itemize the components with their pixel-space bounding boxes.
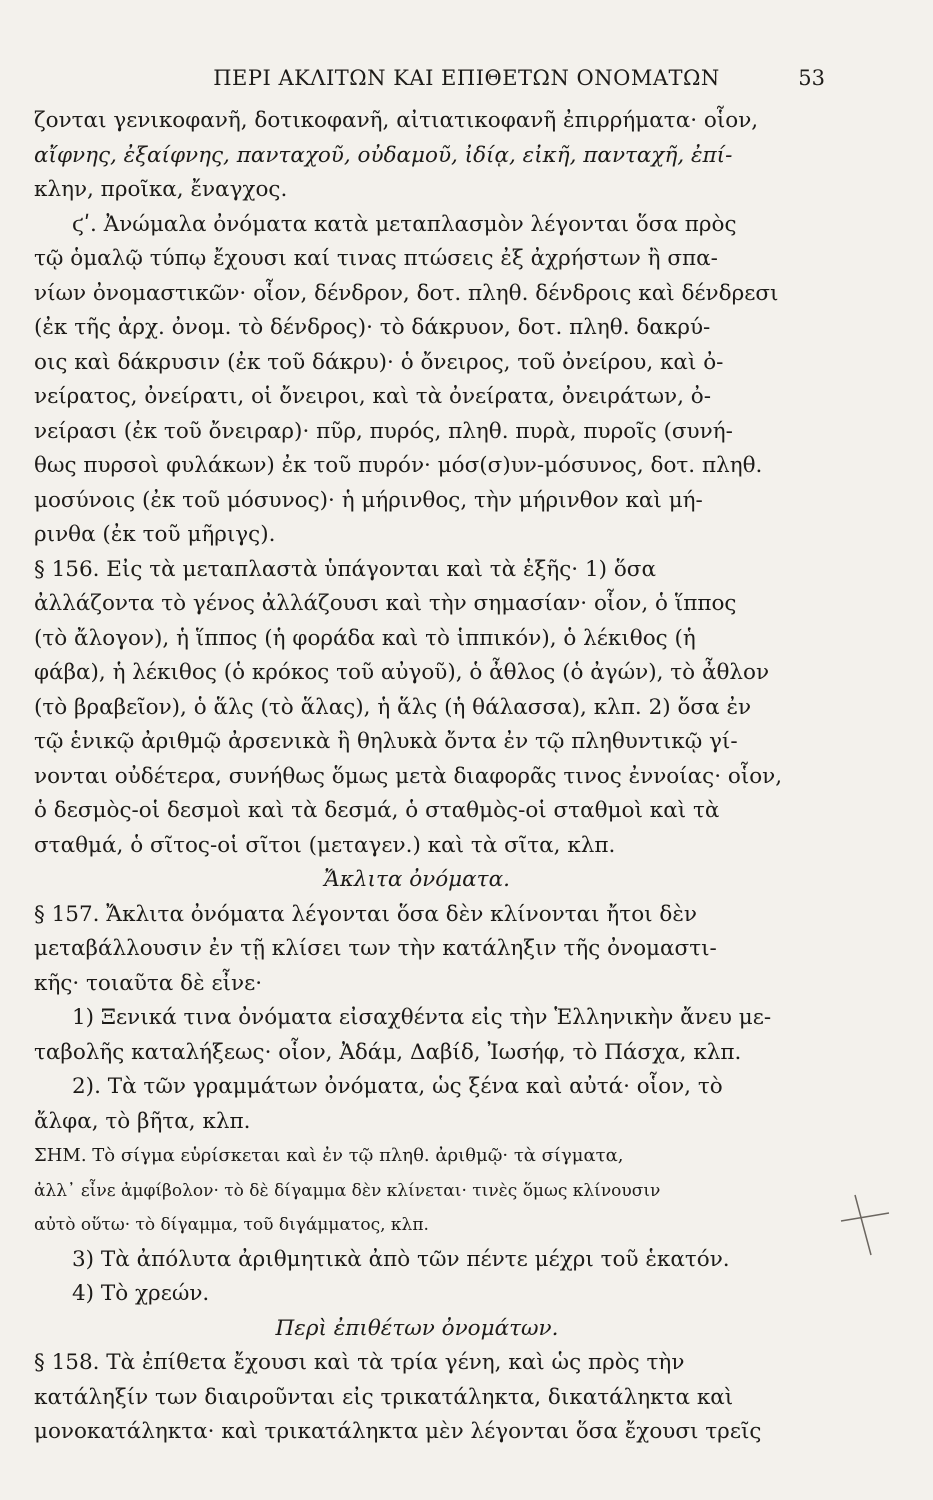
page-number: 53: [798, 66, 825, 90]
text-line: 2). Τὰ τῶν γραμμάτων ὀνόματα, ὡς ξένα καὶ αὐτά· οἷον, τὸ: [72, 1074, 723, 1099]
body-text: [34, 104, 800, 1450]
text-line: φάβα), ἡ λέκιθος (ὁ κρόκος τοῦ αὐγοῦ), ὁ ἆθλος (ὁ ἀγών), τὸ ἆθλον: [34, 660, 770, 685]
text-line: οις καὶ δάκρυσιν (ἐκ τοῦ δάκρυ)· ὁ ὄνειρος, τοῦ ὀνείρου, καὶ ὀ-: [34, 349, 724, 375]
text-line: μεταβάλλουσιν ἐν τῇ κλίσει των τὴν κατάληξιν τῆς ὀνομαστι-: [34, 936, 717, 961]
text-line: σταθμά, ὁ σῖτος-οἱ σῖτοι (μεταγεν.) καὶ τὰ σῖτα, κλπ.: [34, 832, 616, 858]
text-line: κλην, προῖκα, ἔναγχος.: [34, 177, 288, 202]
heading-akilta: Ἄκλιτα ὀνόματα.: [324, 867, 510, 892]
text-line: ζονται γενικοφανῆ, δοτικοφανῆ, αἰτιατικοφανῆ ἐπιρρήματα· οἷον,: [34, 108, 759, 133]
text-line: θως πυρσοὶ φυλάκων) ἐκ τοῦ πυρόν· μόσ(σ)υν-μόσυνος, δοτ. πληθ.: [34, 453, 763, 478]
text-line: ἄλφα, τὸ βῆτα, κλπ.: [34, 1108, 251, 1134]
text-line: μονοκατάληκτα· καὶ τρικατάληκτα μὲν λέγονται ὅσα ἔχουσι τρεῖς: [34, 1419, 762, 1444]
text-line: μοσύνοις (ἐκ τοῦ μόσυνος)· ἡ μήρινθος, τὴν μήρινθον καὶ μή-: [34, 487, 703, 513]
text-line: 1) Ξενικά τινα ὀνόματα εἰσαχθέντα εἰς τὴν Ἑλληνικὴν ἄνευ με-: [72, 1005, 772, 1030]
text-line: ταβολῆς καταλήξεως· οἷον, Ἀδάμ, Δαβίδ, Ἰωσήφ, τὸ Πάσχα, κλπ.: [34, 1039, 742, 1065]
text-line: 4) Τὸ χρεών.: [72, 1281, 210, 1306]
text-line: (τὸ βραβεῖον), ὁ ἅλς (τὸ ἅλας), ἡ ἅλς (ἡ θάλασσα), κλπ. 2) ὅσα ἐν: [34, 694, 752, 720]
note-line: ἀλλ᾽ εἶνε ἀμφίβολον· τὸ δὲ δίγαμμα δὲν κλίνεται· τινὲς ὅμως κλίνουσιν: [34, 1180, 661, 1201]
page-header: [0, 66, 933, 96]
text-line: ὁ δεσμὸς-οἱ δεσμοὶ καὶ τὰ δεσμά, ὁ σταθμὸς-οἱ σταθμοὶ καὶ τὰ: [34, 798, 720, 823]
running-title: ΠΕΡΙ ΑΚΛΙΤΩΝ ΚΑΙ ΕΠΙΘΕΤΩΝ ΟΝΟΜΑΤΩΝ: [213, 66, 720, 90]
text-line: ϛʹ. Ἀνώμαλα ὀνόματα κατὰ μεταπλασμὸν λέγονται ὅσα πρὸς: [72, 211, 737, 237]
note-line: ΣΗΜ. Τὸ σίγμα εὑρίσκεται καὶ ἐν τῷ πληθ. ἀριθμῷ· τὰ σίγματα,: [34, 1145, 624, 1166]
text-line: αἴφνης, ἐξαίφνης, πανταχοῦ, οὐδαμοῦ, ἰδίᾳ, εἰκῆ, πανταχῆ, ἐπί-: [34, 142, 733, 168]
text-line: 3) Τὰ ἀπόλυτα ἀριθμητικὰ ἀπὸ τῶν πέντε μέχρι τοῦ ἑκατόν.: [72, 1246, 730, 1272]
heading-epitheta: Περὶ ἐπιθέτων ὀνομάτων.: [275, 1315, 559, 1341]
text-line: (τὸ ἄλογον), ἡ ἵππος (ἡ φοράδα καὶ τὸ ἱππικόν), ὁ λέκιθος (ἡ: [34, 625, 696, 651]
text-line: νείρασι (ἐκ τοῦ ὄνειραρ)· πῦρ, πυρός, πληθ. πυρὰ, πυροῖς (συνή-: [34, 418, 733, 444]
section-157-line: § 157. Ἄκλιτα ὀνόματα λέγονται ὅσα δὲν κλίνονται ἤτοι δὲν: [34, 901, 697, 927]
note-line: αὐτὸ οὕτω· τὸ δίγαμμα, τοῦ διγάμματος, κλπ.: [34, 1215, 429, 1235]
text-line: ρινθα (ἐκ τοῦ μῆριγς).: [34, 522, 276, 547]
text-line: νίων ὀνομαστικῶν· οἷον, δένδρον, δοτ. πληθ. δένδροις καὶ δένδρεσι: [34, 280, 779, 306]
pencil-cross-mark-icon: [835, 1185, 895, 1265]
text-line: τῷ ὁμαλῷ τύπῳ ἔχουσι καί τινας πτώσεις ἐξ ἀχρήστων ἢ σπα-: [34, 246, 718, 271]
text-line: κατάληξίν των διαιροῦνται εἰς τρικατάληκτα, δικατάληκτα καὶ: [34, 1384, 734, 1410]
text-line: ἀλλάζοντα τὸ γένος ἀλλάζουσι καὶ τὴν σημασίαν· οἷον, ὁ ἵππος: [34, 591, 737, 616]
section-158-line: § 158. Τὰ ἐπίθετα ἔχουσι καὶ τὰ τρία γένη, καὶ ὡς πρὸς τὴν: [34, 1350, 685, 1375]
text-line: νονται οὐδέτερα, συνήθως ὅμως μετὰ διαφορᾶς τινος ἐννοίας· οἷον,: [34, 763, 783, 789]
text-line: κῆς· τοιαῦτα δὲ εἶνε·: [34, 970, 263, 996]
text-line: (ἐκ τῆς ἀρχ. ὀνομ. τὸ δένδρος)· τὸ δάκρυον, δοτ. πληθ. δακρύ-: [34, 315, 711, 340]
section-156-line: § 156. Εἰς τὰ μεταπλαστὰ ὑπάγονται καὶ τὰ ἑξῆς· 1) ὅσα: [34, 556, 656, 582]
text-line: τῷ ἑνικῷ ἀριθμῷ ἀρσενικὰ ἢ θηλυκὰ ὄντα ἐν τῷ πληθυντικῷ γί-: [34, 729, 738, 754]
text-line: νείρατος, ὀνείρατι, οἱ ὄνειροι, καὶ τὰ ὀνείρατα, ὀνειράτων, ὀ-: [34, 384, 711, 409]
